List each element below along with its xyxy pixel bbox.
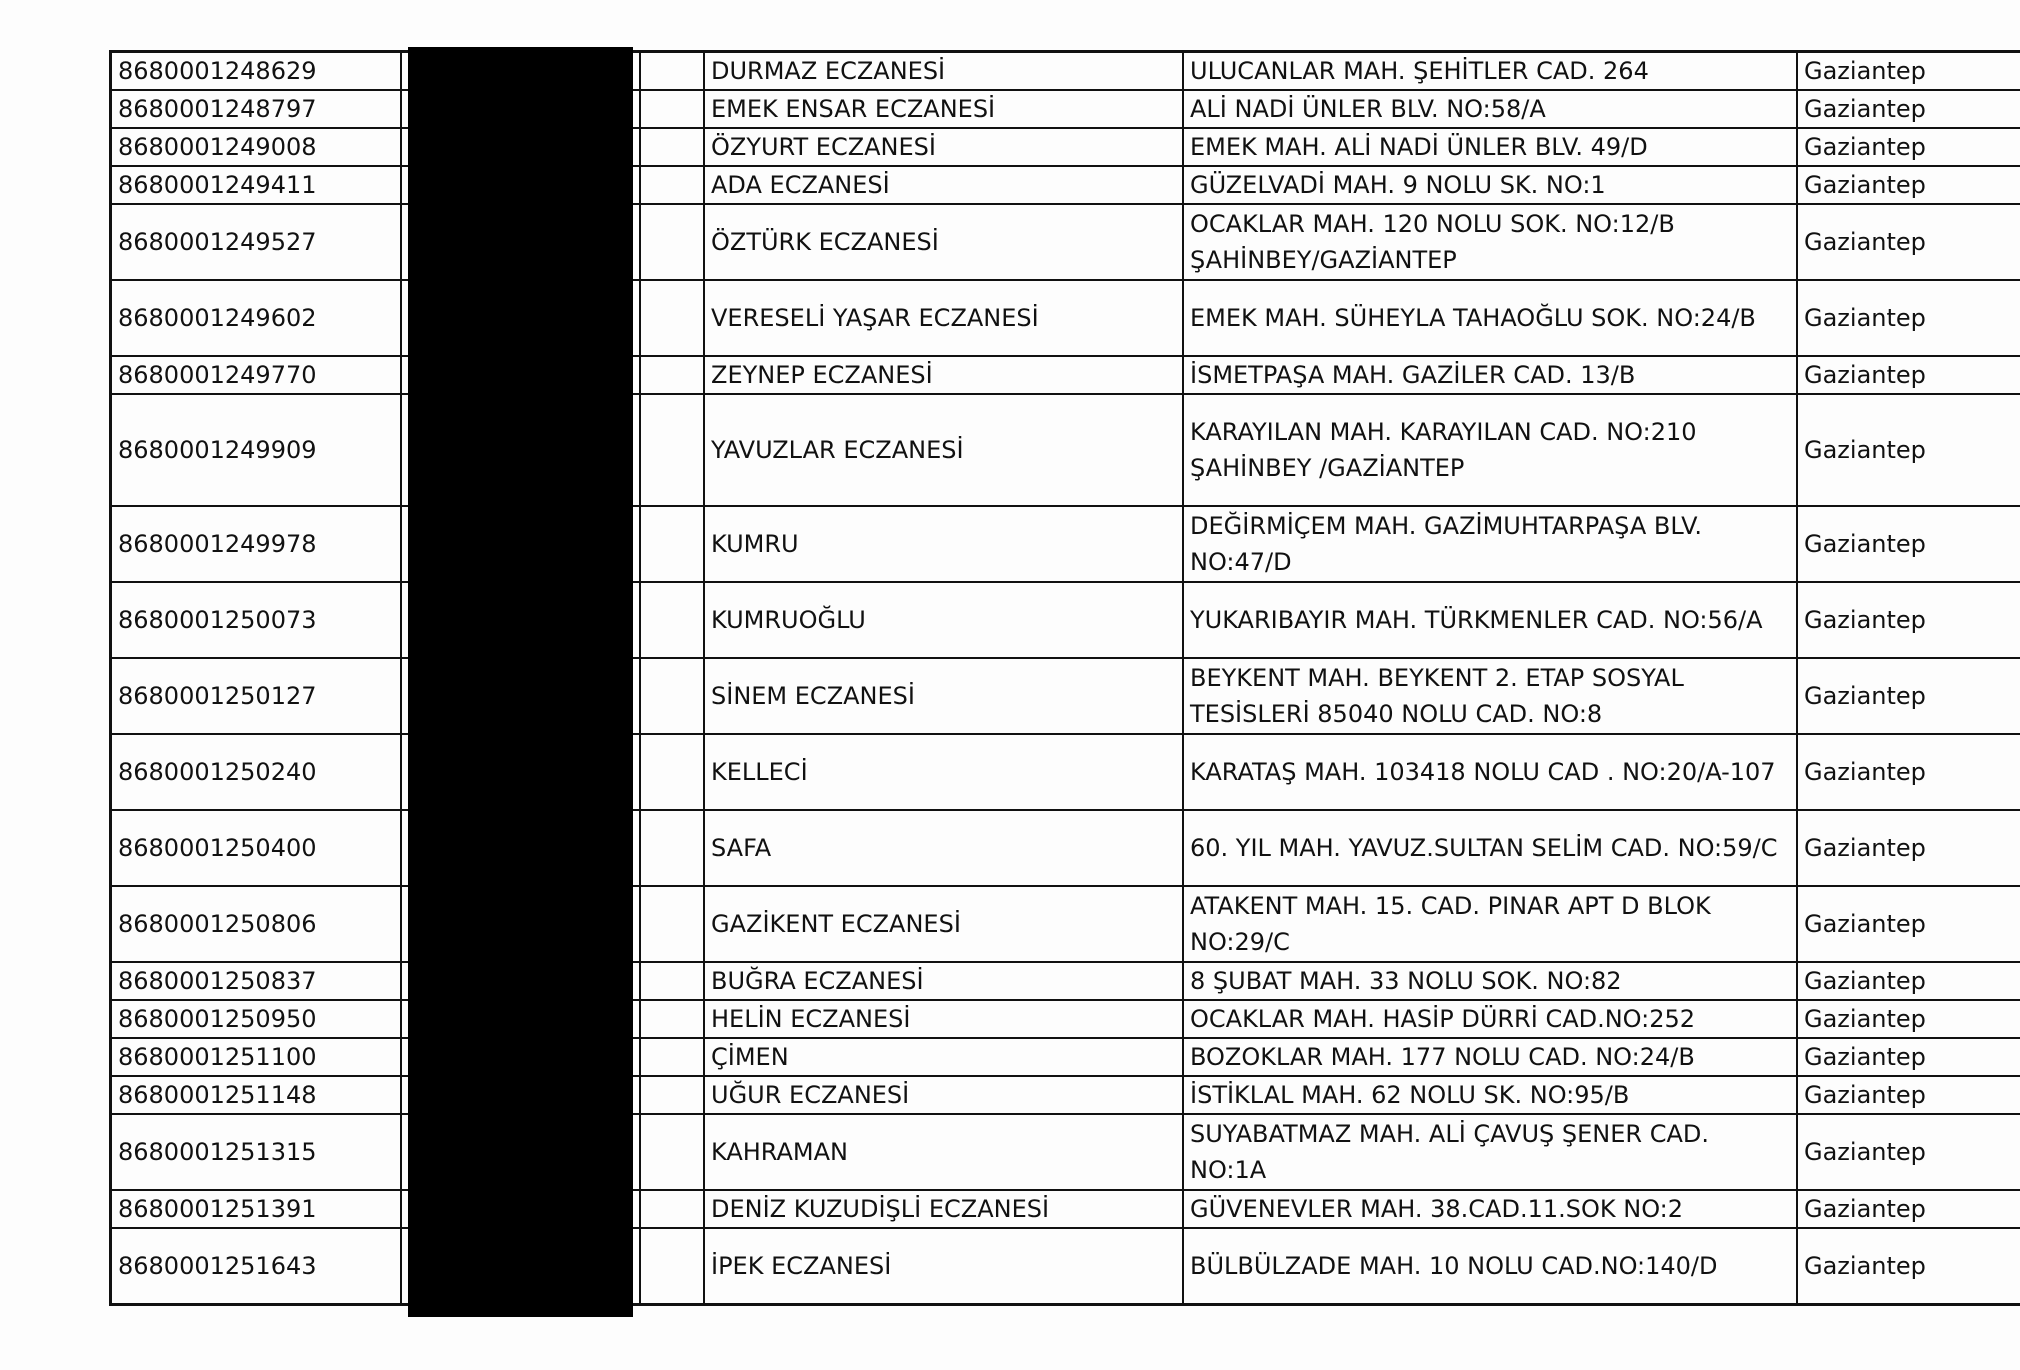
city-cell: Gaziantep xyxy=(1797,280,2020,356)
redaction-bar xyxy=(408,47,633,1317)
city-cell: Gaziantep xyxy=(1797,734,2020,810)
barcode-cell: 8680001249008 xyxy=(111,128,402,166)
barcode-cell: 8680001249527 xyxy=(111,204,402,280)
table-row xyxy=(111,52,2020,91)
city-cell: Gaziantep xyxy=(1797,962,2020,1000)
pharmacy-name-cell: UĞUR ECZANESİ xyxy=(704,1076,1183,1114)
blank-cell xyxy=(640,1228,704,1304)
pharmacy-name-cell: BUĞRA ECZANESİ xyxy=(704,962,1183,1000)
table-row xyxy=(111,166,2020,204)
blank-cell xyxy=(640,128,704,166)
address-cell: ATAKENT MAH. 15. CAD. PINAR APT D BLOK NO:29/C xyxy=(1183,886,1797,962)
pharmacy-name-cell: KAHRAMAN xyxy=(704,1114,1183,1190)
pharmacy-name-cell: EMEK ENSAR ECZANESİ xyxy=(704,90,1183,128)
barcode-cell: 8680001249978 xyxy=(111,506,402,582)
table-row xyxy=(111,582,2020,658)
address-cell: 60. YIL MAH. YAVUZ.SULTAN SELİM CAD. NO:59/C xyxy=(1183,810,1797,886)
blank-cell xyxy=(640,506,704,582)
barcode-cell: 8680001250240 xyxy=(111,734,402,810)
city-cell: Gaziantep xyxy=(1797,204,2020,280)
table-row xyxy=(111,1076,2020,1114)
pharmacy-name-cell: HELİN ECZANESİ xyxy=(704,1000,1183,1038)
city-cell: Gaziantep xyxy=(1797,1190,2020,1228)
table-row xyxy=(111,356,2020,394)
table-row xyxy=(111,962,2020,1000)
address-cell: BOZOKLAR MAH. 177 NOLU CAD. NO:24/B xyxy=(1183,1038,1797,1076)
pharmacy-name-cell: KELLECİ xyxy=(704,734,1183,810)
city-cell: Gaziantep xyxy=(1797,166,2020,204)
table-row xyxy=(111,1190,2020,1228)
city-cell: Gaziantep xyxy=(1797,1038,2020,1076)
pharmacy-name-cell: GAZİKENT ECZANESİ xyxy=(704,886,1183,962)
blank-cell xyxy=(640,1076,704,1114)
barcode-cell: 8680001249909 xyxy=(111,394,402,506)
pharmacy-name-cell: KUMRUOĞLU xyxy=(704,582,1183,658)
table-row xyxy=(111,886,2020,962)
blank-cell xyxy=(640,394,704,506)
blank-cell xyxy=(640,734,704,810)
city-cell: Gaziantep xyxy=(1797,394,2020,506)
table-row xyxy=(111,280,2020,356)
barcode-cell: 8680001251643 xyxy=(111,1228,402,1304)
pharmacy-name-cell: SAFA xyxy=(704,810,1183,886)
blank-cell xyxy=(640,658,704,734)
blank-cell xyxy=(640,166,704,204)
address-cell: OCAKLAR MAH. HASİP DÜRRİ CAD.NO:252 xyxy=(1183,1000,1797,1038)
city-cell: Gaziantep xyxy=(1797,506,2020,582)
address-cell: SUYABATMAZ MAH. ALİ ÇAVUŞ ŞENER CAD. NO:1A xyxy=(1183,1114,1797,1190)
table-row xyxy=(111,506,2020,582)
address-cell: BÜLBÜLZADE MAH. 10 NOLU CAD.NO:140/D xyxy=(1183,1228,1797,1304)
barcode-cell: 8680001250950 xyxy=(111,1000,402,1038)
table-row xyxy=(111,658,2020,734)
blank-cell xyxy=(640,582,704,658)
pharmacy-name-cell: ZEYNEP ECZANESİ xyxy=(704,356,1183,394)
city-cell: Gaziantep xyxy=(1797,1228,2020,1304)
blank-cell xyxy=(640,1000,704,1038)
address-cell: GÜZELVADİ MAH. 9 NOLU SK. NO:1 xyxy=(1183,166,1797,204)
blank-cell xyxy=(640,204,704,280)
pharmacy-name-cell: ÖZTÜRK ECZANESİ xyxy=(704,204,1183,280)
city-cell: Gaziantep xyxy=(1797,658,2020,734)
pharmacy-name-cell: DENİZ KUZUDİŞLİ ECZANESİ xyxy=(704,1190,1183,1228)
barcode-cell: 8680001250400 xyxy=(111,810,402,886)
pharmacy-name-cell: ÖZYURT ECZANESİ xyxy=(704,128,1183,166)
barcode-cell: 8680001248797 xyxy=(111,90,402,128)
blank-cell xyxy=(640,1114,704,1190)
barcode-cell: 8680001249411 xyxy=(111,166,402,204)
table-row xyxy=(111,90,2020,128)
city-cell: Gaziantep xyxy=(1797,1114,2020,1190)
table-body xyxy=(111,52,2020,1305)
city-cell: Gaziantep xyxy=(1797,582,2020,658)
address-cell: 8 ŞUBAT MAH. 33 NOLU SOK. NO:82 xyxy=(1183,962,1797,1000)
barcode-cell: 8680001249602 xyxy=(111,280,402,356)
city-cell: Gaziantep xyxy=(1797,886,2020,962)
pharmacy-name-cell: İPEK ECZANESİ xyxy=(704,1228,1183,1304)
blank-cell xyxy=(640,356,704,394)
city-cell: Gaziantep xyxy=(1797,1076,2020,1114)
pharmacy-table xyxy=(109,50,2020,1306)
barcode-cell: 8680001251315 xyxy=(111,1114,402,1190)
barcode-cell: 8680001251100 xyxy=(111,1038,402,1076)
pharmacy-name-cell: SİNEM ECZANESİ xyxy=(704,658,1183,734)
address-cell: DEĞİRMİÇEM MAH. GAZİMUHTARPAŞA BLV. NO:47/D xyxy=(1183,506,1797,582)
barcode-cell: 8680001250837 xyxy=(111,962,402,1000)
table-row xyxy=(111,1038,2020,1076)
city-cell: Gaziantep xyxy=(1797,90,2020,128)
barcode-cell: 8680001250806 xyxy=(111,886,402,962)
blank-cell xyxy=(640,962,704,1000)
blank-cell xyxy=(640,90,704,128)
blank-cell xyxy=(640,810,704,886)
pharmacy-name-cell: VERESELİ YAŞAR ECZANESİ xyxy=(704,280,1183,356)
address-cell: KARATAŞ MAH. 103418 NOLU CAD . NO:20/A-107 xyxy=(1183,734,1797,810)
table-row xyxy=(111,128,2020,166)
address-cell: İSTİKLAL MAH. 62 NOLU SK. NO:95/B xyxy=(1183,1076,1797,1114)
address-cell: GÜVENEVLER MAH. 38.CAD.11.SOK NO:2 xyxy=(1183,1190,1797,1228)
address-cell: BEYKENT MAH. BEYKENT 2. ETAP SOSYAL TESİSLERİ 85040 NOLU CAD. NO:8 xyxy=(1183,658,1797,734)
city-cell: Gaziantep xyxy=(1797,356,2020,394)
address-cell: YUKARIBAYIR MAH. TÜRKMENLER CAD. NO:56/A xyxy=(1183,582,1797,658)
pharmacy-name-cell: DURMAZ ECZANESİ xyxy=(704,52,1183,91)
city-cell: Gaziantep xyxy=(1797,1000,2020,1038)
table-row xyxy=(111,394,2020,506)
address-cell: EMEK MAH. SÜHEYLA TAHAOĞLU SOK. NO:24/B xyxy=(1183,280,1797,356)
barcode-cell: 8680001248629 xyxy=(111,52,402,91)
address-cell: ALİ NADİ ÜNLER BLV. NO:58/A xyxy=(1183,90,1797,128)
pharmacy-name-cell: KUMRU xyxy=(704,506,1183,582)
city-cell: Gaziantep xyxy=(1797,52,2020,91)
table-row xyxy=(111,204,2020,280)
table-row xyxy=(111,810,2020,886)
blank-cell xyxy=(640,886,704,962)
address-cell: KARAYILAN MAH. KARAYILAN CAD. NO:210 ŞAHİNBEY /GAZİANTEP xyxy=(1183,394,1797,506)
address-cell: İSMETPAŞA MAH. GAZİLER CAD. 13/B xyxy=(1183,356,1797,394)
barcode-cell: 8680001249770 xyxy=(111,356,402,394)
blank-cell xyxy=(640,1038,704,1076)
pharmacy-name-cell: YAVUZLAR ECZANESİ xyxy=(704,394,1183,506)
pharmacy-name-cell: ADA ECZANESİ xyxy=(704,166,1183,204)
address-cell: OCAKLAR MAH. 120 NOLU SOK. NO:12/B ŞAHİNBEY/GAZİANTEP xyxy=(1183,204,1797,280)
blank-cell xyxy=(640,1190,704,1228)
table-row xyxy=(111,734,2020,810)
barcode-cell: 8680001251148 xyxy=(111,1076,402,1114)
pharmacy-name-cell: ÇİMEN xyxy=(704,1038,1183,1076)
address-cell: EMEK MAH. ALİ NADİ ÜNLER BLV. 49/D xyxy=(1183,128,1797,166)
blank-cell xyxy=(640,52,704,91)
address-cell: ULUCANLAR MAH. ŞEHİTLER CAD. 264 xyxy=(1183,52,1797,91)
barcode-cell: 8680001250073 xyxy=(111,582,402,658)
blank-cell xyxy=(640,280,704,356)
barcode-cell: 8680001250127 xyxy=(111,658,402,734)
barcode-cell: 8680001251391 xyxy=(111,1190,402,1228)
table-row xyxy=(111,1114,2020,1190)
city-cell: Gaziantep xyxy=(1797,810,2020,886)
table-row xyxy=(111,1228,2020,1304)
table-row xyxy=(111,1000,2020,1038)
city-cell: Gaziantep xyxy=(1797,128,2020,166)
